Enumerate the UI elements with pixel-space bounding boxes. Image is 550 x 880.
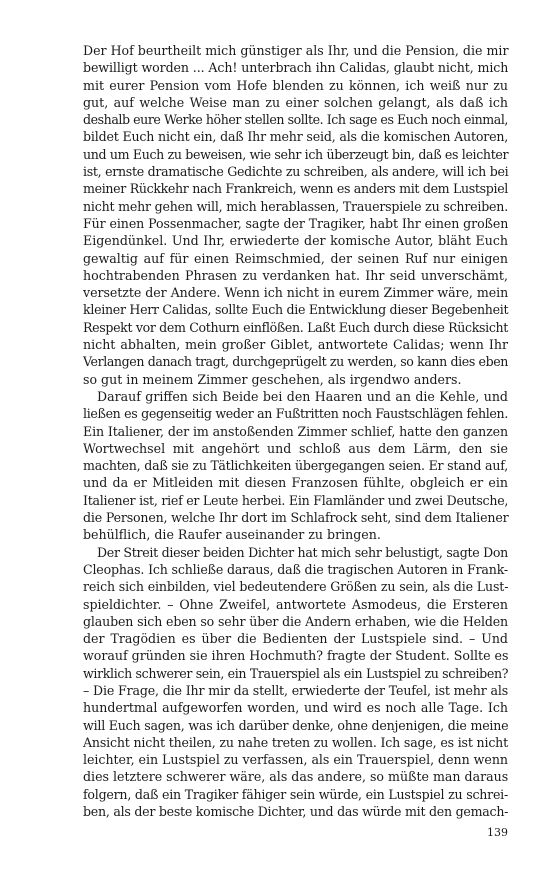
text-line: ben, als der beste komische Dichter, und das würde mit den gemach- <box>83 804 509 820</box>
text-line: und da er Mitleiden mit diesen Franzosen fühlte, obgleich er ein <box>83 475 508 491</box>
text-line: deshalb eure Werke höher stellen sollte. Ich sage es Euch noch einmal, <box>83 112 508 128</box>
text-line: kleiner Herr Calidas, sollte Euch die Entwicklung dieser Begebenheit <box>83 302 509 318</box>
book-page-text <box>83 42 508 820</box>
text-line: – Die Frage, die Ihr mir da stellt, erwiederte der Teufel, ist mehr als <box>83 682 508 698</box>
text-line: so gut in meinem Zimmer geschehen, als irgendwo anders. <box>83 371 462 387</box>
paragraph <box>83 388 508 544</box>
text-line: Der Hof beurtheilt mich günstiger als Ihr, und die Pension, die mir <box>83 43 509 58</box>
text-line: nicht mehr gehen will, mich herablassen, Trauerspiele zu schreiben. <box>83 198 508 214</box>
text-line: hundertmal aufgeworfen worden, und wird es noch alle Tage. Ich <box>83 700 508 716</box>
text-line: nicht abhalten, mein großer Giblet, antwortete Calidas; wenn Ihr <box>83 337 508 353</box>
text-line: Für einen Possenmacher, sagte der Tragiker, habt Ihr einen großen <box>83 215 509 231</box>
text-line: und um Euch zu beweisen, wie sehr ich überzeugt bin, daß es leichter <box>83 146 509 162</box>
page-number: 139 <box>487 826 508 839</box>
text-line: dies letztere schwerer wäre, als das andere, so müßte man daraus <box>83 769 509 785</box>
text-line: worauf gründen sie ihren Hochmuth? fragte der Student. Sollte es <box>83 648 509 664</box>
text-line: der Tragödien es über die Bedienten der Lustspiele sind. – Und <box>83 631 508 647</box>
text-line: ist, ernste dramatische Gedichte zu schreiben, als andere, will ich bei <box>83 164 509 180</box>
text-line: machten, daß sie zu Tätlichkeiten übergegangen seien. Er stand auf, <box>83 458 508 474</box>
text-line: Italiener ist, rief er Leute herbei. Ein Flamländer und zwei Deutsche, <box>83 492 509 508</box>
text-line: ließen es gegenseitig weder an Fußtritten noch Faustschlägen fehlen. <box>83 406 508 422</box>
text-line: Darauf griffen sich Beide bei den Haaren und an die Kehle, und <box>97 388 508 404</box>
text-line: meiner Rückkehr nach Frankreich, wenn es anders mit dem Lustspiel <box>83 181 508 197</box>
text-line: wirklich schwerer sein, ein Trauerspiel als ein Lustspiel zu schreiben? <box>83 665 509 681</box>
text-line: glauben sich eben so sehr über die Andern erhaben, wie die Helden <box>83 613 508 629</box>
text-line: versetzte der Andere. Wenn ich nicht in eurem Zimmer wäre, mein <box>83 285 509 301</box>
text-line: Verlangen danach tragt, durchgeprügelt zu werden, so kann dies eben <box>83 354 508 370</box>
text-line: behülflich, die Raufer auseinander zu bringen. <box>83 527 381 543</box>
text-line: bewilligt worden ... Ach! unterbrach ihn Calidas, glaubt nicht, mich <box>83 60 509 76</box>
text-line: Ein Italiener, der im anstoßenden Zimmer schlief, hatte den ganzen <box>83 423 508 439</box>
text-line: bildet Euch nicht ein, daß Ihr mehr seid, als die komischen Autoren, <box>83 129 509 145</box>
text-line: Ansicht nicht theilen, zu nahe treten zu wollen. Ich sage, es ist nicht <box>83 734 508 750</box>
text-line: folgern, daß ein Tragiker fähiger sein würde, ein Lustspiel zu schrei- <box>83 786 508 802</box>
text-line: mit eurer Pension vom Hofe blenden zu können, ich weiß nur zu <box>83 77 508 93</box>
text-line: Der Streit dieser beiden Dichter hat mich sehr belustigt, sagte Don <box>97 544 508 560</box>
text-line: will Euch sagen, was ich darüber denke, ohne denjenigen, die meine <box>83 717 509 733</box>
text-line: leichter, ein Lustspiel zu verfassen, als ein Trauerspiel, denn wenn <box>83 752 508 768</box>
paragraph <box>83 42 508 388</box>
text-line: hochtrabenden Phrasen zu verdanken hat. Ihr seid unverschämt, <box>83 267 508 283</box>
text-line: Cleophas. Ich schließe daraus, daß die tragischen Autoren in Frank- <box>83 561 508 577</box>
text-line: Respekt vor dem Cothurn einflößen. Laßt Euch durch diese Rücksicht <box>83 319 508 335</box>
text-line: reich sich einbilden, viel bedeutendere Größen zu sein, als die Lust- <box>83 579 509 595</box>
text-line: Eigendünkel. Und Ihr, erwiederte der komische Autor, bläht Euch <box>83 233 508 249</box>
text-line: gewaltig auf für einen Reimschmied, der seinen Ruf nur einigen <box>83 250 508 266</box>
text-line: Wortwechsel mit angehört und schloß aus dem Lärm, den sie <box>83 440 508 456</box>
text-line: gut, auf welche Weise man zu einer solchen gelangt, als daß ich <box>83 94 508 110</box>
text-line: die Personen, welche Ihr dort im Schlafrock seht, sind dem Italiener <box>83 510 509 526</box>
text-line: spieldichter. – Ohne Zweifel, antwortete Asmodeus, die Ersteren <box>83 596 508 612</box>
paragraph <box>83 544 508 821</box>
